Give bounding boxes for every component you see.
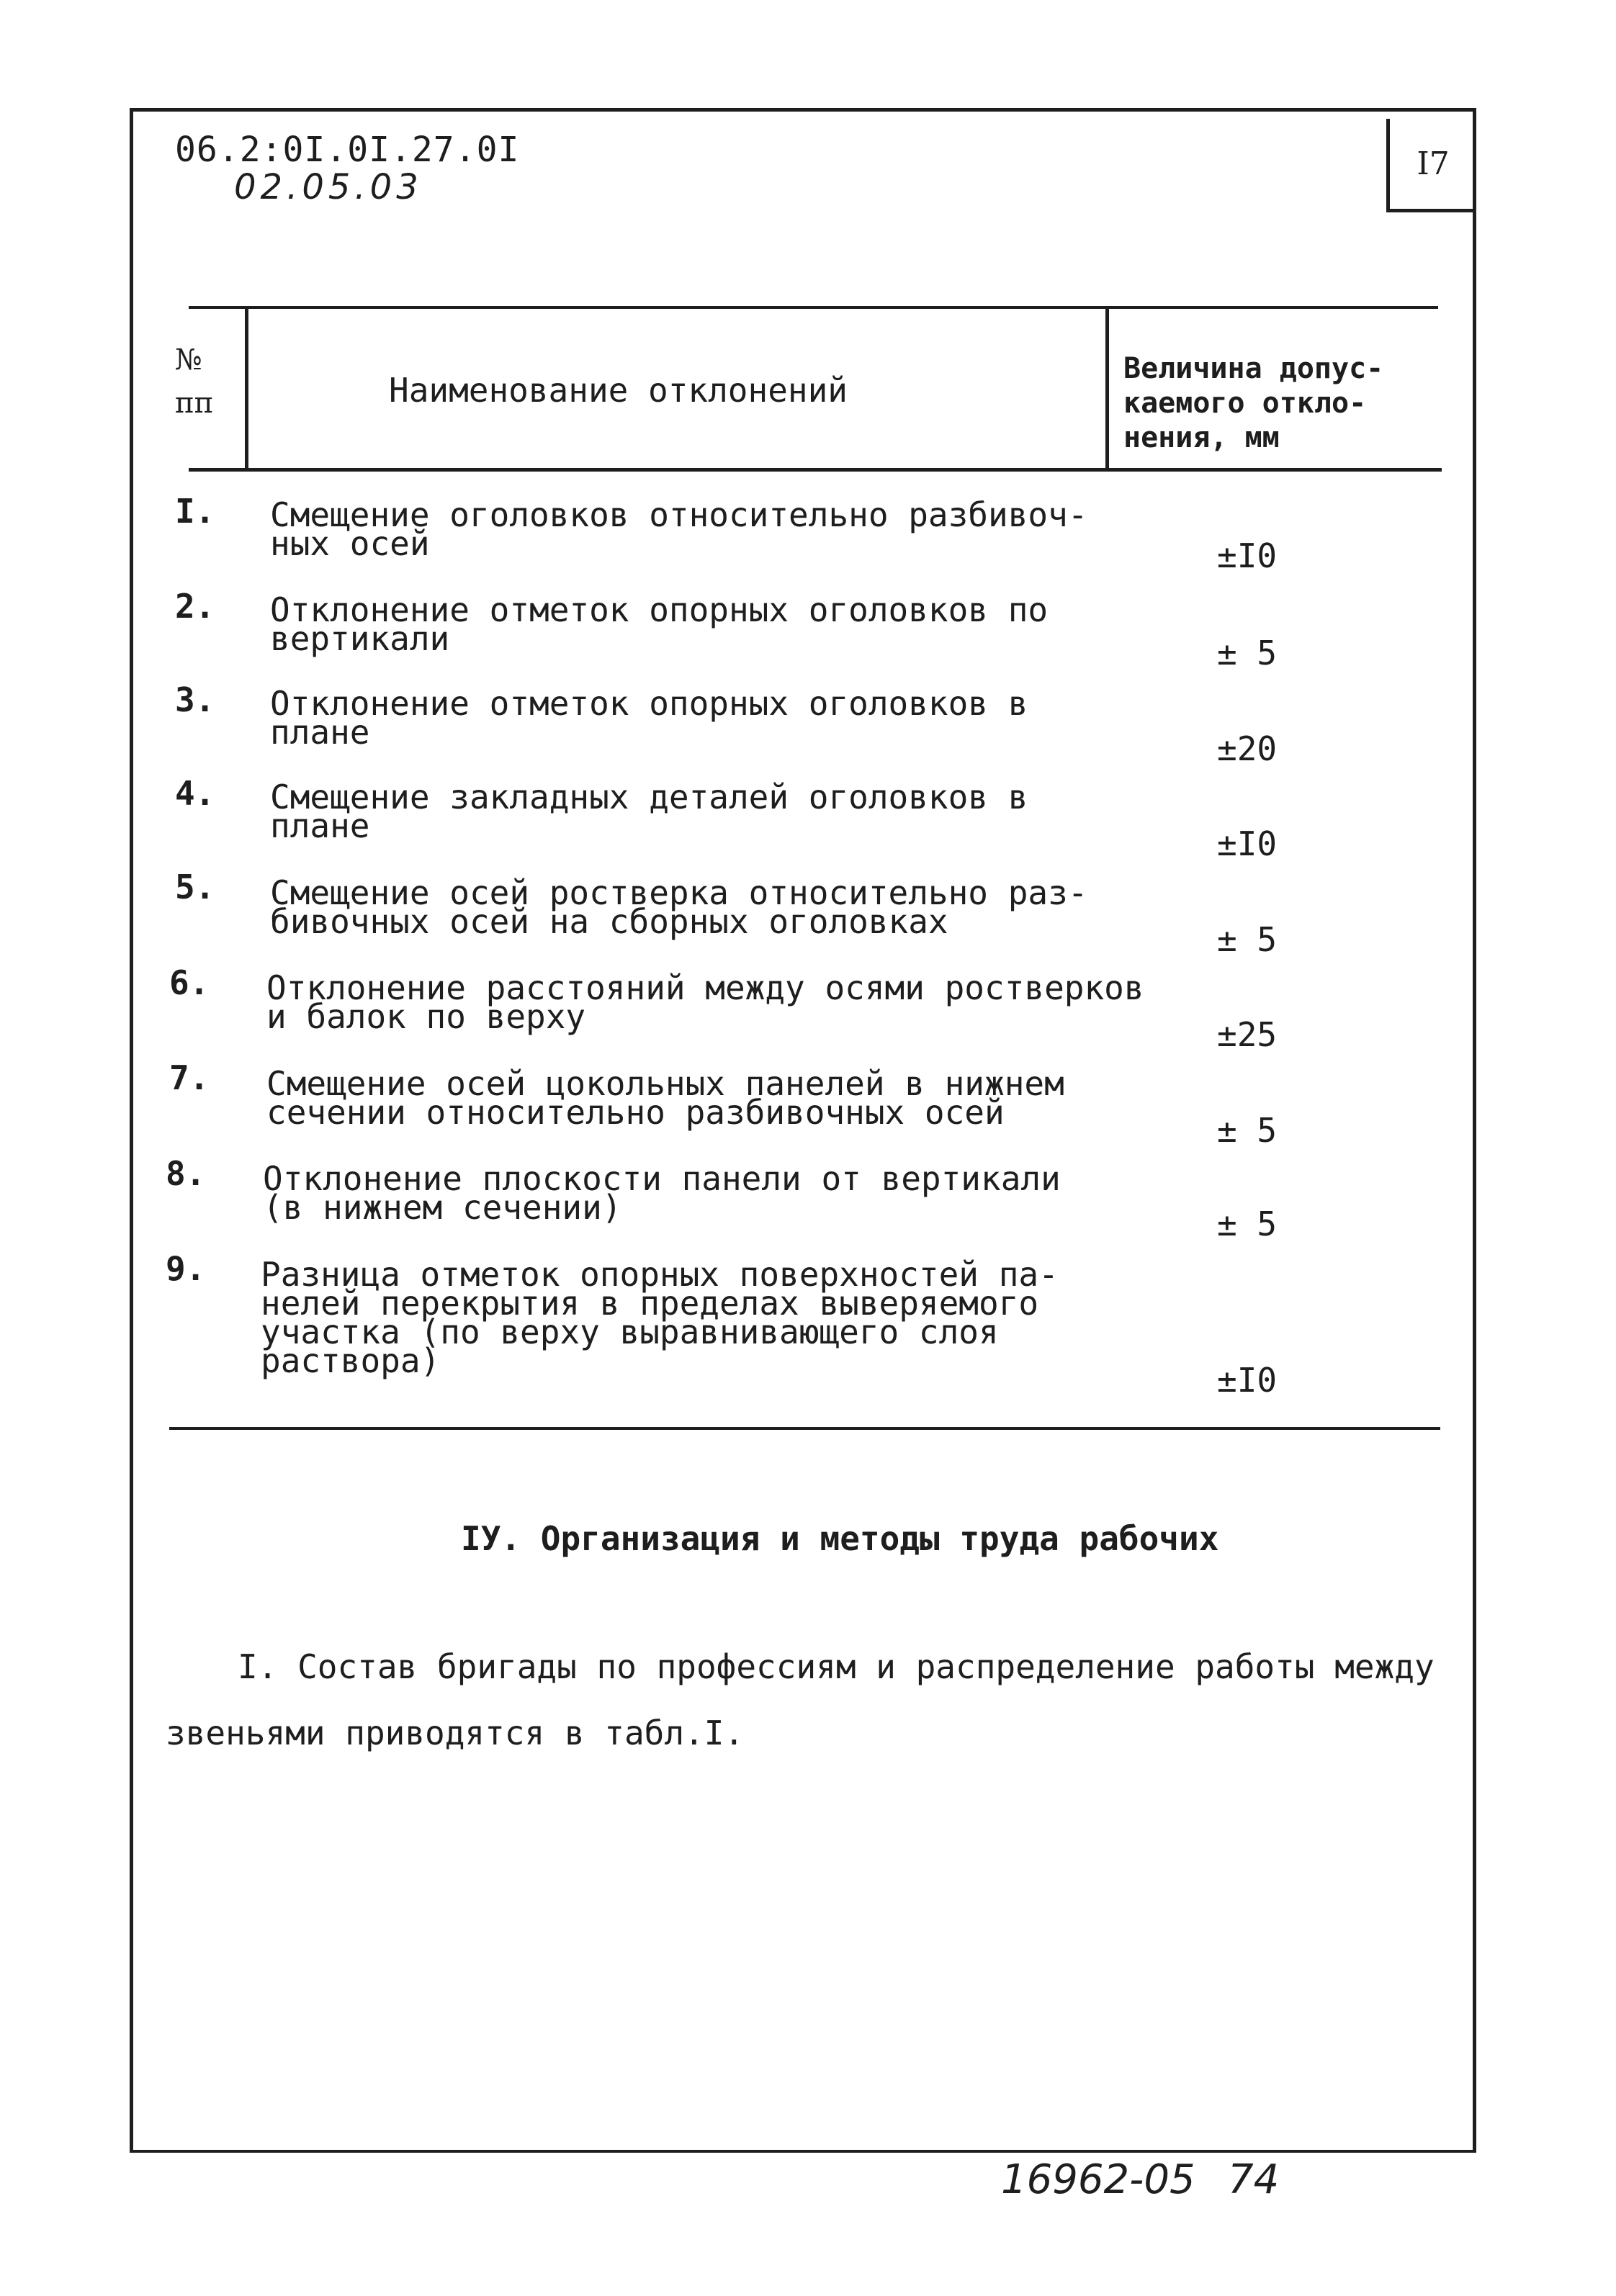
row-text-line: Смещение осей ростверка относительно раз- [270,873,1088,912]
document-code: 06.2:0I.0I.27.0I [175,130,520,170]
header-value-line: нения, мм [1123,421,1280,454]
header-value-line: каемого откло- [1123,387,1367,420]
row-number: 9. [166,1249,206,1288]
row-text-line: сечении относительно разбивочных осей [266,1093,1005,1132]
row-text-line: плане [270,713,370,752]
row-text-line: вертикали [270,619,450,658]
row-text-line: Отклонение плоскости панели от вертикали [263,1159,1061,1198]
row-description [270,590,1049,658]
row-text-line: раствора) [261,1341,441,1380]
row-text-line: Разница отметок опорных поверхностей па- [261,1255,1059,1294]
table-top-rule [189,306,1438,309]
row-text-line: (в нижнем сечении) [263,1188,622,1227]
row-description [270,684,1028,752]
row-description [266,968,1144,1036]
row-number: 4. [175,774,215,813]
row-number: 3. [175,680,215,719]
row-number: 2. [175,587,215,626]
row-description [270,873,1088,941]
footer-page-number: 74 [1228,2156,1280,2203]
row-text-line: и балок по верху [266,997,586,1036]
row-text-line: Отклонение расстояний между осями ростверков [266,968,1144,1007]
row-text-line: плане [270,806,370,845]
row-value: ±20 [1217,729,1278,768]
row-value: ±I0 [1217,824,1278,863]
row-value: ±25 [1217,1015,1278,1054]
row-text-line: участка (по верху выравнивающего слоя [261,1313,999,1351]
row-number: 5. [175,868,215,906]
row-description [270,495,1088,563]
header-number-sign: № [175,343,202,377]
footer-number: 16962-05 [1001,2156,1195,2203]
table-col-divider-1 [245,306,248,470]
row-value: ± 5 [1217,634,1278,672]
row-number: 8. [166,1154,206,1193]
paragraph-line: I. Состав бригады по профессиям и распределение работы между [238,1647,1435,1686]
row-text-line: нелей перекрытия в пределах выверяемого [261,1284,1039,1323]
header-value-line: Величина допус- [1123,352,1384,385]
handwritten-date: 02.05.03 [234,167,423,207]
row-description [266,1064,1064,1132]
row-text-line: Отклонение отметок опорных оголовков по [270,590,1049,629]
row-text-line: Смещение оголовков относительно разбивоч- [270,495,1088,534]
row-value: ± 5 [1217,1205,1278,1243]
row-text-line: Смещение закладных деталей оголовков в [270,778,1028,816]
row-text-line: ных осей [270,524,430,563]
row-value: ± 5 [1217,920,1278,959]
row-text-line: Отклонение отметок опорных оголовков в [270,684,1028,723]
row-number: 6. [169,963,210,1002]
row-number: I. [175,492,215,531]
row-description [261,1255,1059,1380]
row-value: ±I0 [1217,536,1278,575]
table-header-rule [189,468,1442,472]
section-title: IУ. Организация и методы труда рабочих [461,1519,1219,1558]
header-number-abbr: пп [175,387,214,420]
row-description [263,1159,1061,1227]
paragraph-line: звеньями приводятся в табл.I. [166,1714,745,1752]
row-number: 7. [169,1058,210,1097]
header-number [175,338,213,425]
header-tolerance-value [1123,351,1383,455]
row-text-line: Смещение осей цокольных панелей в нижнем [266,1064,1064,1103]
row-description [270,778,1028,845]
table-col-divider-2 [1105,306,1109,470]
header-deviation-name: Наименование отклонений [389,371,848,410]
row-value: ±I0 [1217,1361,1278,1400]
row-text-line: бивочных осей на сборных оголовках [270,902,948,941]
sheet-number: I7 [1386,119,1476,212]
table-bottom-rule [169,1427,1440,1430]
row-value: ± 5 [1217,1111,1278,1150]
